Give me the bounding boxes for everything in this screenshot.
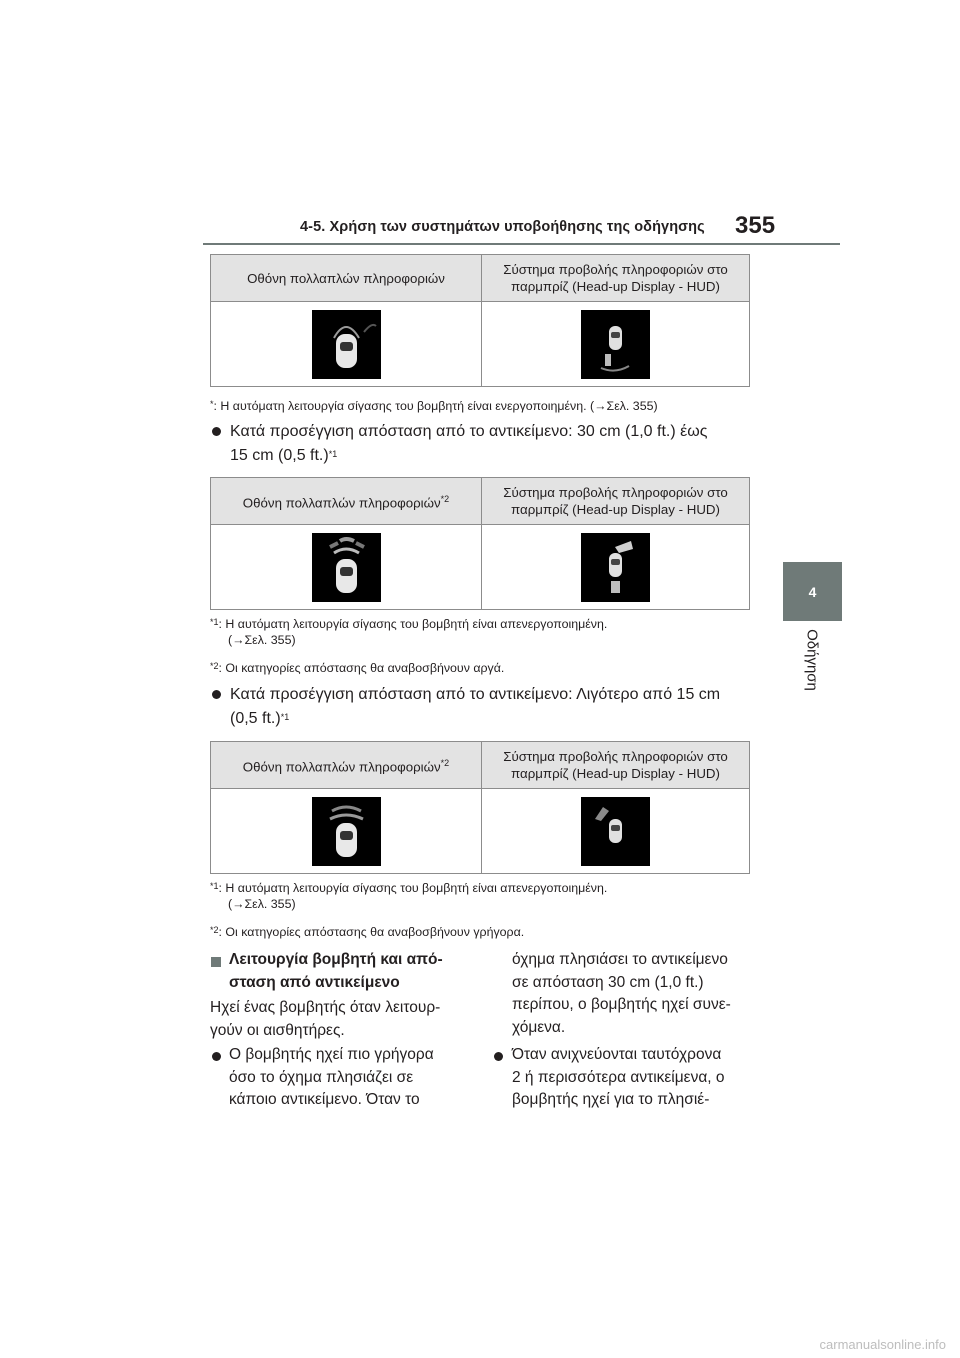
- mid-display-image: [211, 789, 482, 874]
- page-number: 355: [735, 212, 776, 239]
- bullet-dot: [212, 690, 221, 699]
- hud-image: [482, 525, 750, 610]
- table-header-hud: Σύστημα προβολής πληροφοριών στο παρμπρίζ (Head-up Display - HUD): [482, 742, 750, 789]
- footnote-3: $^{*2}$: Οι κατηγορίες απόστασης θα αναβοσβήνουν αργά.: [210, 661, 505, 675]
- bullet-distance-1: Κατά προσέγγιση απόσταση από το αντικείμενο: 30 cm (1,0 ft.) έως 15 cm (0,5 ft.)$^{*1}$: [230, 423, 708, 464]
- bullet-dot: [494, 1052, 503, 1061]
- chapter-tab: 4: [783, 562, 842, 621]
- hud-image: [482, 789, 750, 874]
- section-paragraph: Ηχεί ένας βομβητής όταν λειτουρ- γούν οι αισθητήρες.: [210, 999, 441, 1039]
- bullet-dot: [212, 1052, 221, 1061]
- display-table-3: [210, 741, 750, 874]
- footnote-2: $^{*1}$: Η αυτόματη λειτουργία σίγασης του βομβητή είναι απενεργοποιημένη. (→Σελ. 355): [210, 617, 608, 647]
- table-header-mid: Οθόνη πολλαπλών πληροφοριών$^{*2}$: [211, 742, 482, 789]
- right-column-text: όχημα πλησιάσει το αντικείμενο σε απόσταση 30 cm (1,0 ft.) περίπου, ο βομβητής ηχεί συνε- χόμενα.: [512, 951, 731, 1036]
- table-header-hud: Σύστημα προβολής πληροφοριών στο παρμπρίζ (Head-up Display - HUD): [482, 478, 750, 525]
- section-square-icon: [211, 957, 221, 967]
- bullet-distance-2: Κατά προσέγγιση απόσταση από το αντικείμενο: Λιγότερο από 15 cm (0,5 ft.)$^{*1}$: [230, 686, 721, 727]
- mid-display-image: [211, 525, 482, 610]
- bullet-dot: [212, 427, 221, 436]
- chapter-label: Οδήγηση: [804, 629, 821, 691]
- display-table-1: [210, 254, 750, 387]
- bullet-multiple-objects: Όταν ανιχνεύονται ταυτόχρονα 2 ή περισσότερα αντικείμενα, ο βομβητής ηχεί για το πλησιέ-: [512, 1046, 725, 1108]
- bullet-beeper-speed: Ο βομβητής ηχεί πιο γρήγορα όσο το όχημα πλησιάζει σε κάποιο αντικείμενο. Όταν το: [229, 1046, 434, 1108]
- footnote-1: *: Η αυτόματη λειτουργία σίγασης του βομβητή είναι ενεργοποιημένη. (→Σελ. 355): [210, 399, 658, 413]
- display-table-2: [210, 477, 750, 610]
- section-heading: Λειτουργία βομβητή και από- σταση από αντικείμενο: [229, 951, 443, 991]
- mid-display-image: [211, 302, 482, 387]
- section-title: 4-5. Χρήση των συστημάτων υποβοήθησης της οδήγησης: [300, 219, 705, 235]
- footnote-4: $^{*1}$: Η αυτόματη λειτουργία σίγασης του βομβητή είναι απενεργοποιημένη. (→Σελ. 355): [210, 881, 608, 911]
- table-header-mid: Οθόνη πολλαπλών πληροφοριών$^{*2}$: [211, 478, 482, 525]
- footer-watermark: carmanualsonline.info: [819, 1337, 946, 1352]
- footnote-5: $^{*2}$: Οι κατηγορίες απόστασης θα αναβοσβήνουν γρήγορα.: [210, 925, 525, 939]
- table-header-mid: Οθόνη πολλαπλών πληροφοριών: [211, 255, 482, 302]
- table-header-hud: Σύστημα προβολής πληροφοριών στο παρμπρίζ (Head-up Display - HUD): [482, 255, 750, 302]
- header-rule: [203, 243, 840, 245]
- hud-image: [482, 302, 750, 387]
